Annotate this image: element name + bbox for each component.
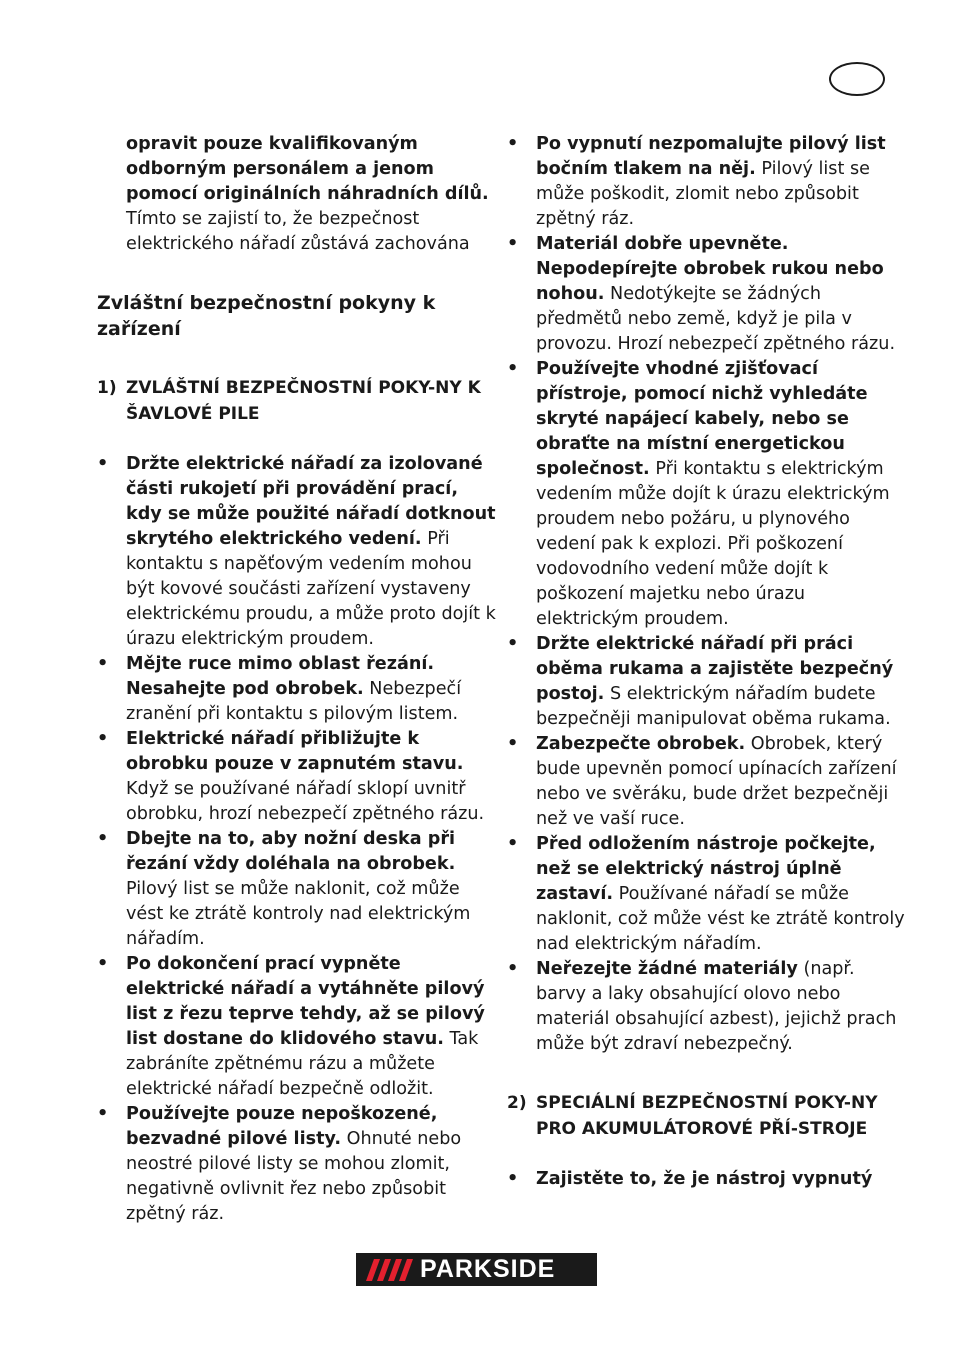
subsection-2-heading: [507, 1090, 907, 1142]
list-item-text: Obrobek, který bude upevněn pomocí upínacích zařízení nebo ve svěráku, bude držet bezpečněji než ve vaší ruce.: [536, 734, 897, 829]
list-item-text: Pilový list se může naklonit, což může vést ke ztrátě kontroly nad elektrickým nářadím.: [126, 879, 471, 949]
bullet-icon: •: [97, 729, 109, 749]
list-item-bold: Používejte pouze nepoškozené, bezvadné pilové listy.: [126, 1104, 438, 1149]
list-item: [507, 957, 907, 1057]
bullet-icon: •: [97, 954, 109, 974]
list-item: [507, 232, 907, 357]
logo-stripes-icon: [356, 1253, 420, 1286]
list-item: [97, 952, 497, 1102]
list-item-bold: Používejte vhodné zjišťovací přístroje, pomocí nichž vyhledáte skryté napájecí kabely, nebo se obraťte na místní energetickou společnost.: [536, 359, 868, 479]
subsection-1-heading: [97, 375, 497, 427]
list-item-bold: Po vypnutí nezpomalujte pilový list bočním tlakem na něj.: [536, 134, 886, 179]
logo-wordmark: PARKSIDE: [420, 1255, 556, 1283]
list-item: [97, 1102, 497, 1227]
list-item: [97, 652, 497, 727]
list-item: [97, 727, 497, 827]
bullet-icon: •: [507, 634, 519, 654]
bullet-icon: •: [507, 959, 519, 979]
bullet-icon: •: [507, 834, 519, 854]
bullet-icon: •: [507, 734, 519, 754]
bullet-icon: •: [507, 1169, 519, 1189]
bullet-icon: •: [507, 234, 519, 254]
left-column: [97, 132, 497, 1227]
list-item-bold: Materiál dobře upevněte. Nepodepírejte obrobek rukou nebo nohou.: [536, 234, 884, 304]
list-item-bold: Dbejte na to, aby nožní deska při řezání vždy doléhala na obrobek.: [126, 829, 456, 874]
list-item-text: Nebezpečí zranění při kontaktu s pilovým listem.: [126, 679, 462, 724]
continuation-normal-text: Tímto se zajistí to, že bezpečnost elektrického nářadí zůstává zachována: [126, 209, 470, 254]
list-item-text: Nedotýkejte se žádných předmětů nebo země, když je pila v provozu. Hrozí nebezpečí zpětného rázu.: [536, 284, 896, 354]
list-item-text: Při kontaktu s elektrickým vedením může dojít k úrazu elektrickým proudem nebo požáru, u plynového vedení pak k explozi. Při poškození vodovodního vedení může dojít k poškození majetku nebo úrazu elektrickým proudem.: [536, 459, 890, 629]
bullet-icon: •: [97, 1104, 109, 1124]
continuation-bold-text: opravit pouze kvalifikovaným odborným personálem a jenom pomocí originálních náhradních dílů.: [126, 134, 489, 204]
bullet-icon: •: [97, 454, 109, 474]
list-item-bold: Držte elektrické nářadí při práci oběma rukama a zajistěte bezpečný postoj.: [536, 634, 894, 704]
section-heading: Zvláštní bezpečnostní pokyny k zařízení: [97, 292, 436, 340]
list-item: [507, 1167, 907, 1192]
subsection-1-title: ZVLÁŠTNÍ BEZPEČNOSTNÍ POKY-NY K ŠAVLOVÉ PILE: [126, 378, 481, 424]
list-item-text: (např. barvy a laky obsahující olovo nebo materiál obsahující azbest), jejichž prach může být zdraví nebezpečný.: [536, 959, 897, 1054]
list-item-bold: Mějte ruce mimo oblast řezání. Nesahejte pod obrobek.: [126, 654, 435, 699]
subsection-2-number: 2): [507, 1093, 527, 1113]
right-column: [507, 132, 907, 1192]
list-item-bold: Zabezpečte obrobek.: [536, 734, 746, 754]
list-item-bold: Elektrické nářadí přibližujte k obrobku pouze v zapnutém stavu.: [126, 729, 464, 774]
list-item-bold: Před odložením nástroje počkejte, než se elektrický nástroj úplně zastaví.: [536, 834, 876, 904]
list-item-text: Ohnuté nebo neostré pilové listy se mohou zlomit, negativně ovlivnit řez nebo způsobit zpětný ráz.: [126, 1129, 462, 1224]
list-item: [507, 732, 907, 832]
continuation-paragraph: [97, 132, 497, 257]
list-item-text: S elektrickým nářadím budete bezpečněji manipulovat oběma rukama.: [536, 684, 891, 729]
list-item-bold: Neřezejte žádné materiály: [536, 959, 798, 979]
list-item: [507, 832, 907, 957]
list-item-bold: Po dokončení prací vypněte elektrické nářadí a vytáhněte pilový list z řezu teprve tehdy, až se pilový list dostane do klidového stavu.: [126, 954, 485, 1049]
bullet-icon: •: [507, 134, 519, 154]
list-item-text: Pilový list se může poškodit, zlomit nebo způsobit zpětný ráz.: [536, 159, 870, 229]
list-item-text: Při kontaktu s napěťovým vedením mohou být kovové součásti zařízení vystaveny elektrickému proudu, a může proto dojít k úrazu elektrickým proudem.: [126, 529, 496, 649]
list-item: [507, 357, 907, 632]
list-item: [97, 452, 497, 652]
list-item-text: Tak zabráníte zpětnému rázu a můžete elektrické nářadí bezpečně odložit.: [126, 1029, 479, 1099]
list-item-text: Když se používané nářadí sklopí uvnitř obrobku, hrozí nebezpečí zpětného rázu.: [126, 779, 485, 824]
bullet-icon: •: [97, 829, 109, 849]
list-item: [507, 132, 907, 232]
subsection-2-title: SPECIÁLNÍ BEZPEČNOSTNÍ POKY-NY PRO AKUMULÁTOROVÉ PŘÍ-STROJE: [536, 1093, 878, 1139]
parkside-logo: [356, 1253, 597, 1286]
bullet-icon: •: [507, 359, 519, 379]
list-item-bold: Zajistěte to, že je nástroj vypnutý: [536, 1169, 873, 1189]
list-item-bold: Držte elektrické nářadí za izolované části rukojetí při provádění prací, kdy se může použité nářadí dotknout skrytého elektrického vedení.: [126, 454, 496, 549]
bullet-icon: •: [97, 654, 109, 674]
language-badge-oval: [829, 62, 885, 96]
list-item: [507, 632, 907, 732]
list-item: [97, 827, 497, 952]
list-item-text: Používané nářadí se může naklonit, což může vést ke ztrátě kontroly nad elektrickým nářadím.: [536, 884, 905, 954]
subsection-1-number: 1): [97, 378, 117, 398]
